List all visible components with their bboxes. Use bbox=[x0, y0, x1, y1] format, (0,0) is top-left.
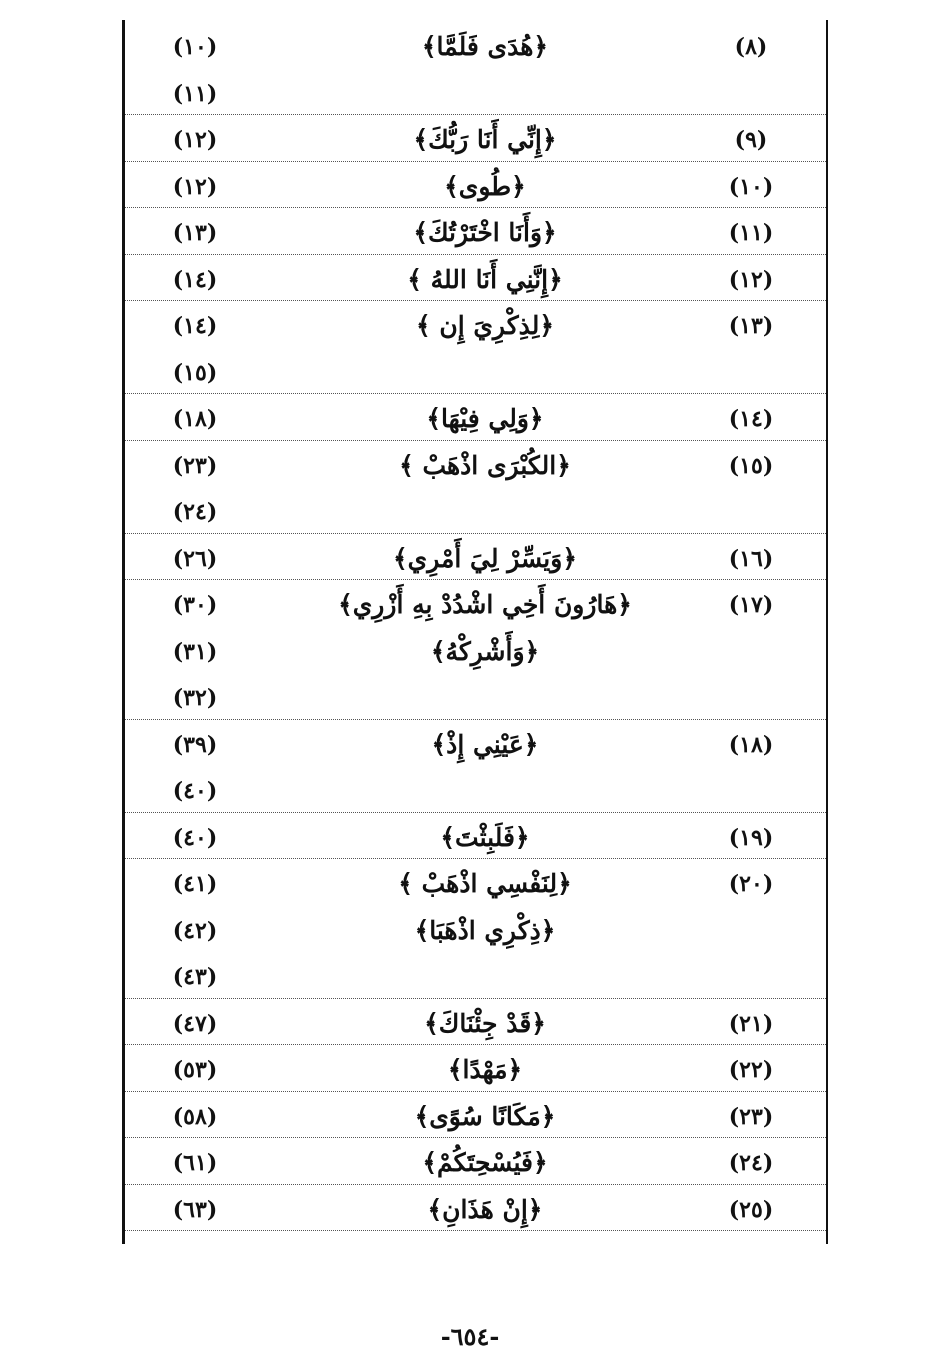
table-row bbox=[125, 115, 826, 162]
ayah-number: (٢٦) bbox=[172, 545, 218, 572]
ayah-number: (١٠) bbox=[172, 34, 218, 60]
quran-phrase: ﴿عَيْنِي إِذْ﴾ bbox=[431, 729, 539, 759]
row-line bbox=[125, 22, 826, 69]
table-row bbox=[125, 1092, 826, 1139]
ayah-number: (٢٤) bbox=[172, 499, 218, 525]
row-line bbox=[125, 720, 826, 767]
quran-phrase: ﴿وَأَشْرِكْهُ﴾ bbox=[430, 636, 540, 666]
table-row bbox=[125, 859, 826, 999]
ayah-number: (١٣) bbox=[172, 220, 218, 246]
quran-phrase: ﴿طُوى﴾ bbox=[444, 171, 526, 201]
ayah-number: (٤٠) bbox=[172, 778, 218, 804]
ayah-number: (١٢) bbox=[172, 127, 218, 153]
ayah-number: (٣٩) bbox=[172, 731, 218, 758]
quran-phrase: ﴿وَيَسِّرْ لِيَ أَمْرِي﴾ bbox=[393, 543, 577, 573]
quran-phrase: ﴿مَهْدًا﴾ bbox=[447, 1055, 523, 1084]
table-row bbox=[125, 1185, 826, 1232]
entry-number: (١٧) bbox=[728, 592, 774, 618]
row-line bbox=[125, 813, 826, 860]
table-frame bbox=[122, 20, 828, 1244]
quran-phrase: ﴿الكُبْرَى اذْهَبْ ﴾ bbox=[399, 450, 571, 480]
ayah-number: (٣١) bbox=[172, 638, 218, 665]
page-number: -٦٥٤- bbox=[440, 1322, 500, 1351]
table-row bbox=[125, 813, 826, 860]
ayah-number: (٤٠) bbox=[172, 824, 218, 851]
ayah-number: (٤٢) bbox=[172, 917, 218, 944]
quran-phrase: ﴿مَكَانًا سُوًى﴾ bbox=[414, 1101, 556, 1131]
table-row bbox=[125, 1045, 826, 1092]
ayah-number: (٣٠) bbox=[172, 592, 218, 618]
row-line bbox=[125, 208, 826, 255]
row-line bbox=[125, 1092, 826, 1139]
row-line bbox=[125, 394, 826, 441]
ayah-number: (٢٣) bbox=[172, 452, 218, 479]
quran-phrase: ﴿وَأَنَا اخْتَرْتُكَ﴾ bbox=[413, 218, 557, 247]
ayah-number: (٤١) bbox=[172, 871, 218, 897]
quran-phrase: ﴿لِذِكْرِيَ إِن ﴾ bbox=[415, 311, 554, 340]
ayah-number: (١٤) bbox=[172, 266, 218, 293]
entry-number: (١١) bbox=[728, 220, 774, 246]
ayah-number: (٦١) bbox=[172, 1150, 218, 1176]
table-row bbox=[125, 534, 826, 581]
table-row bbox=[125, 441, 826, 534]
table-row bbox=[125, 255, 826, 302]
table-row bbox=[125, 22, 826, 115]
entry-number: (١٨) bbox=[728, 731, 774, 758]
quran-phrase: ﴿لِنَفْسِي اذْهَبْ ﴾ bbox=[398, 869, 572, 898]
quran-phrase: ﴿ذِكْرِي اذْهَبَا﴾ bbox=[414, 915, 556, 945]
ayah-number: (٥٨) bbox=[172, 1103, 218, 1130]
quran-phrase: ﴿قَدْ جِئْنَاكَ﴾ bbox=[424, 1008, 546, 1038]
entry-number: (١٩) bbox=[728, 824, 774, 851]
row-line bbox=[125, 766, 826, 813]
ayah-number: (٤٣) bbox=[172, 964, 218, 990]
ayah-number: (١٢) bbox=[172, 173, 218, 200]
entry-number: (٢٠) bbox=[728, 871, 774, 897]
quran-phrase: ﴿هُدَى فَلَمَّا﴾ bbox=[421, 32, 549, 61]
row-line bbox=[125, 906, 826, 953]
table-row bbox=[125, 999, 826, 1046]
row-line bbox=[125, 1185, 826, 1232]
row-line bbox=[125, 673, 826, 720]
ayah-number: (١٤) bbox=[172, 313, 218, 339]
ayah-number: (٤٧) bbox=[172, 1010, 218, 1037]
table-row bbox=[125, 1138, 826, 1185]
quran-phrase: ﴿إِنِّي أَنَا رَبُّكَ﴾ bbox=[413, 125, 557, 154]
row-line bbox=[125, 999, 826, 1046]
ayah-number: (٦٣) bbox=[172, 1196, 218, 1223]
ayah-number: (٥٣) bbox=[172, 1057, 218, 1083]
row-line bbox=[125, 1138, 826, 1185]
entry-number: (٢١) bbox=[728, 1010, 774, 1037]
row-line bbox=[125, 627, 826, 674]
table-row bbox=[125, 208, 826, 255]
ayah-number: (١٨) bbox=[172, 406, 218, 432]
table-row bbox=[125, 720, 826, 813]
row-line bbox=[125, 255, 826, 302]
row-line bbox=[125, 952, 826, 999]
entry-number: (٩) bbox=[734, 127, 768, 153]
quran-phrase: ﴿فَيُسْحِتَكُمْ﴾ bbox=[422, 1148, 548, 1177]
ayah-number: (١٥) bbox=[172, 359, 218, 386]
entry-number: (٨) bbox=[734, 34, 768, 60]
ayah-number: (٣٢) bbox=[172, 685, 218, 711]
entry-number: (١٤) bbox=[728, 406, 774, 432]
table-row bbox=[125, 301, 826, 394]
row-line bbox=[125, 69, 826, 116]
row-line bbox=[125, 301, 826, 348]
row-line bbox=[125, 1045, 826, 1092]
quran-phrase: ﴿وَلِي فِيْهَا﴾ bbox=[426, 404, 544, 433]
table-row bbox=[125, 580, 826, 720]
row-line bbox=[125, 534, 826, 581]
quran-phrase: ﴿إِنَّنِي أَنَا اللهُ ﴾ bbox=[407, 264, 563, 294]
entry-number: (٢٢) bbox=[728, 1057, 774, 1083]
entry-number: (٢٣) bbox=[728, 1103, 774, 1130]
entry-number: (١٣) bbox=[728, 313, 774, 339]
row-line bbox=[125, 859, 826, 906]
row-line bbox=[125, 348, 826, 395]
row-line bbox=[125, 115, 826, 162]
entry-number: (٢٥) bbox=[728, 1196, 774, 1223]
table-row bbox=[125, 162, 826, 209]
entry-number: (٢٤) bbox=[728, 1150, 774, 1176]
row-line bbox=[125, 441, 826, 488]
entry-number: (١٦) bbox=[728, 545, 774, 572]
quran-phrase: ﴿هَارُونَ أَخِي اشْدُدْ بِهِ أَزْرِي﴾ bbox=[338, 590, 632, 619]
row-line bbox=[125, 580, 826, 627]
ayah-number: (١١) bbox=[172, 80, 218, 107]
row-line bbox=[125, 162, 826, 209]
entry-number: (١٥) bbox=[728, 452, 774, 479]
quran-phrase: ﴿إِنْ هَذَانِ﴾ bbox=[427, 1194, 543, 1224]
entry-number: (١٢) bbox=[728, 266, 774, 293]
table-row bbox=[125, 394, 826, 441]
entry-number: (١٠) bbox=[728, 173, 774, 200]
row-line bbox=[125, 487, 826, 534]
quran-phrase: ﴿فَلَبِثْتَ﴾ bbox=[440, 822, 530, 852]
